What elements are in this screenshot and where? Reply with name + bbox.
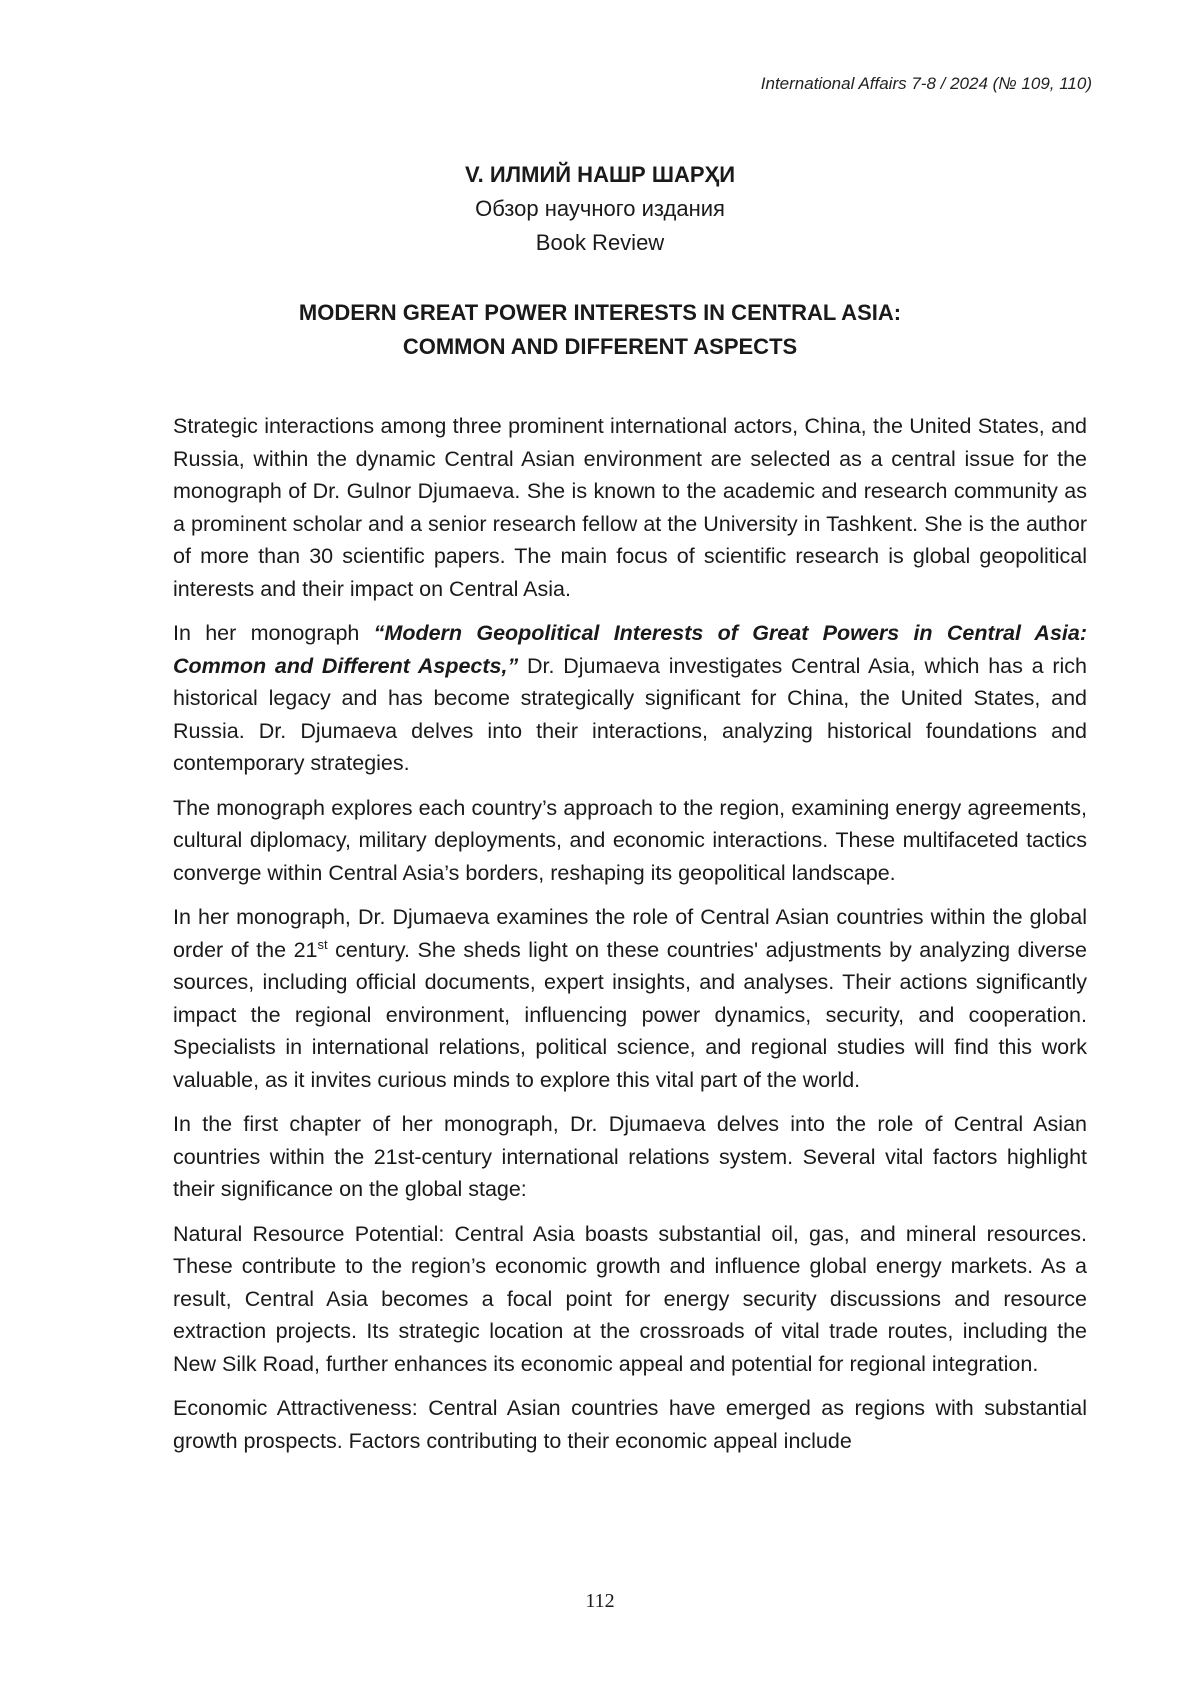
paragraph-1: Strategic interactions among three prominent international actors, China, the United States, and Russia, within the dynamic Central Asian environment are selected as a central issue for the monograph of Dr. Gulnor Djumaeva. She is known to the academic and research community as a prominent scholar and a senior research fellow at the University in Tashkent. She is the author of more than 30 scientific papers. The main focus of scientific research is global geopolitical interests and their impact on Central Asia. [173, 414, 1087, 601]
paragraph-6: Natural Resource Potential: Central Asia boasts substantial oil, gas, and mineral resources. These contribute to the region’s economic growth and influence global energy markets. As a result, Central Asia becomes a focal point for energy security discussions and resource extraction projects. Its strategic location at the crossroads of vital trade routes, including the New Silk Road, further enhances its economic appeal and potential for regional integration. [173, 1221, 1087, 1376]
running-head: International Affairs 7-8 / 2024 (№ 109, 110) [760, 74, 1092, 93]
page-number: 112 [585, 1590, 615, 1612]
ordinal-suffix: st [317, 936, 328, 952]
article-body [173, 410, 1087, 1469]
section-subtitle-en: Book Review [535, 230, 665, 255]
paragraph-3: The monograph explores each country’s approach to the region, examining energy agreements, cultural diplomacy, military deployments, and economic interactions. These multifaceted tactics converge within Central Asia’s borders, reshaping its geopolitical landscape. [173, 795, 1087, 885]
paragraph-2-rest: Dr. Djumaeva investigates Central Asia, which has a rich historical legacy and has become strategically significant for China, the United States, and Russia. Dr. Djumaeva delves into their interactions, analyzing historical foundations and contemporary strategies. [173, 653, 1087, 775]
paragraph-4-lead: In her monograph, Dr. Djumaeva examines the role of Central Asian countries within the global order of the 21 [173, 905, 1087, 962]
paragraph-5: In the first chapter of her monograph, Dr. Djumaeva delves into the role of Central Asian countries within the 21st-century international relations system. Several vital factors highlight their significance on the global stage: [173, 1112, 1087, 1201]
article-title-line-2: COMMON AND DIFFERENT ASPECTS [402, 334, 798, 359]
paragraph-4-rest: century. She sheds light on these countries' adjustments by analyzing diverse sources, including official documents, expert insights, and analyses. Their actions significantly impact the regional environment, influencing power dynamics, security, and cooperation. Specialists in international relations, political science, and regional studies will find this work valuable, as it invites curious minds to explore this vital part of the world. [173, 937, 1087, 1092]
paragraph-2 [173, 617, 1087, 780]
section-title: V. ИЛМИЙ НАШР ШАРҲИ [464, 162, 735, 187]
paragraph-2-lead: In her monograph [173, 621, 374, 645]
article-title [0, 296, 1200, 364]
paragraph-4 [173, 901, 1087, 1096]
article-title-line-1: MODERN GREAT POWER INTERESTS IN CENTRAL ASIA: [298, 300, 902, 325]
book-title: “Modern Geopolitical Interests of Great Powers in Central Asia: Common and Different Aspects,” [173, 621, 1087, 678]
paragraph-7: Economic Attractiveness: Central Asian countries have emerged as regions with substantial growth prospects. Factors contributing to their economic appeal include [173, 1396, 1087, 1453]
section-subtitle-ru: Обзор научного издания [475, 196, 725, 221]
section-heading-block [0, 158, 1200, 260]
